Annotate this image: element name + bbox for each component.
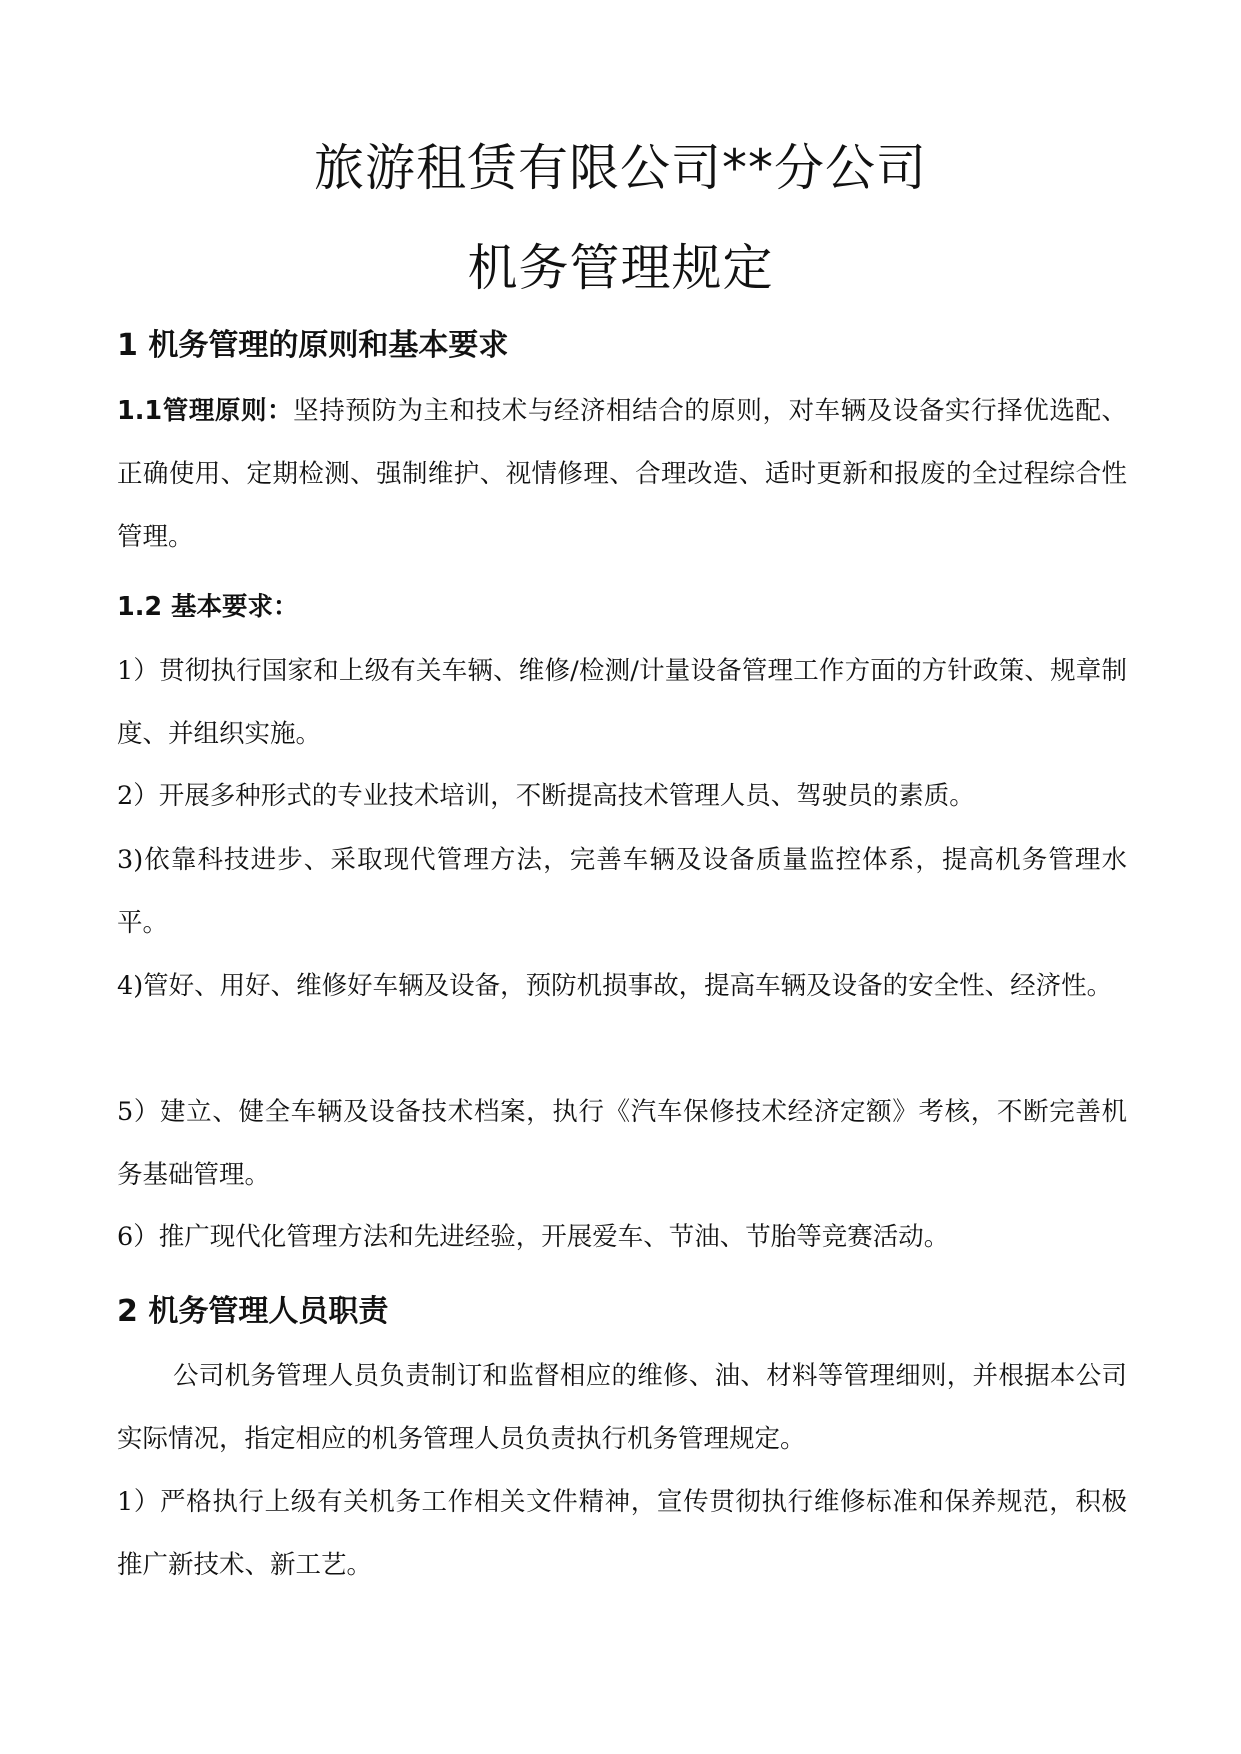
document-title-regulation: 机务管理规定 <box>467 239 774 297</box>
paragraph-1-2-heading <box>117 576 1127 639</box>
list-item: 2）开展多种形式的专业技术培训，不断提高技术管理人员、驾驶员的素质。 <box>117 781 975 811</box>
list-item: 1）贯彻执行国家和上级有关车辆、维修/检测/计量设备管理工作方面的方针政策、规章制度、并组织实施。 <box>117 656 1127 749</box>
paragraph-1-2-lead: 1.2 基本要求： <box>117 592 299 622</box>
list-item: 5）建立、健全车辆及设备技术档案，执行《汽车保修技术经济定额》考核，不断完善机务基础管理。 <box>117 1097 1127 1190</box>
document-title-company: 旅游租赁有限公司**分公司 <box>314 139 927 197</box>
list-item: 1）严格执行上级有关机务工作相关文件精神，宣传贯彻执行维修标准和保养规范，积极推广新技术、新工艺。 <box>117 1487 1127 1580</box>
list-item: 3)依靠科技进步、采取现代管理方法，完善车辆及设备质量监控体系，提高机务管理水平。 <box>117 845 1127 938</box>
list-item: 6）推广现代化管理方法和先进经验，开展爱车、节油、节胎等竞赛活动。 <box>117 1222 950 1252</box>
section-2-heading: 2 机务管理人员职责 <box>117 1294 389 1329</box>
paragraph-1-1-body: 坚持预防为主和技术与经济相结合的原则，对车辆及设备实行择优选配、正确使用、定期检测、强制维护、视情修理、合理改造、适时更新和报废的全过程综合性管理。 <box>117 396 1127 552</box>
paragraph-1-1-lead: 1.1管理原则： <box>117 396 294 426</box>
paragraph-1-1 <box>117 380 1127 569</box>
section-1-heading: 1 机务管理的原则和基本要求 <box>117 328 509 363</box>
list-item: 4)管好、用好、维修好车辆及设备，预防机损事故，提高车辆及设备的安全性、经济性。 <box>117 971 1113 1001</box>
section-2-intro: 公司机务管理人员负责制订和监督相应的维修、油、材料等管理细则，并根据本公司实际情况，指定相应的机务管理人员负责执行机务管理规定。 <box>117 1361 1127 1454</box>
